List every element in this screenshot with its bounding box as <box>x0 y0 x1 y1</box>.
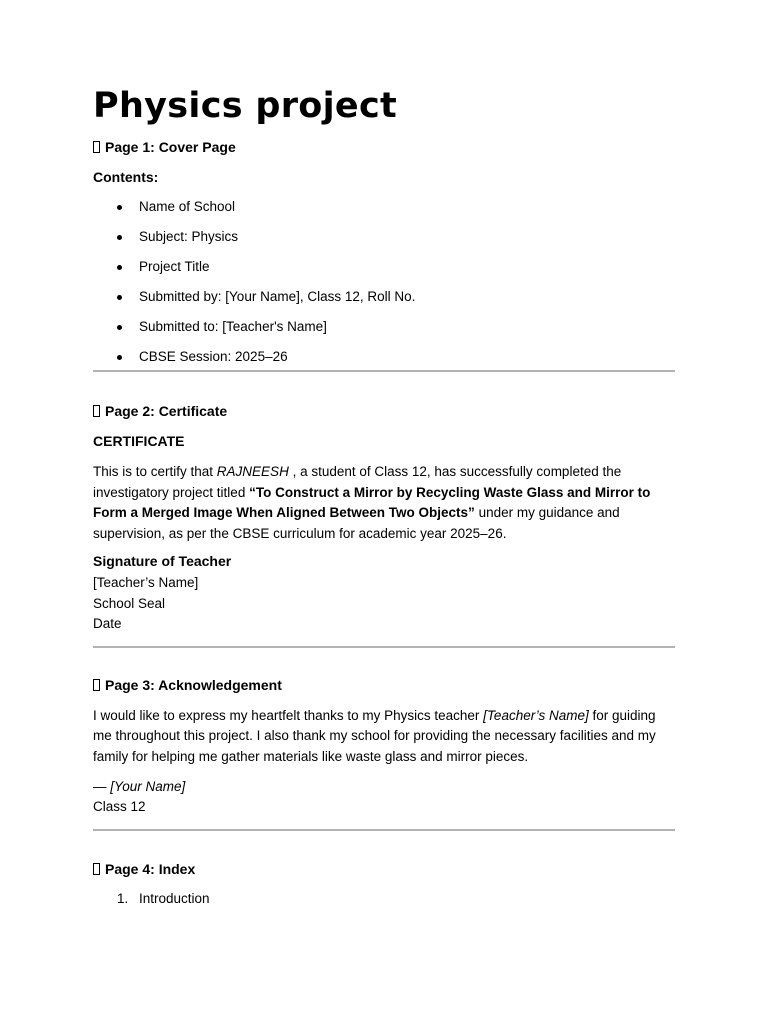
project-title: “To Construct a Mirror by Recycling Waste Glass and Mirror to Form a Merged Image When Aligned Between Two Objects” <box>93 484 651 520</box>
missing-glyph-icon <box>93 141 100 153</box>
index-list <box>93 890 675 908</box>
teacher-name: [Teacher’s Name] <box>93 575 199 590</box>
cover-section-heading <box>93 138 675 156</box>
acknowledgement-text-end: for guiding me throughout this project. I also thank my school for providing the necessary facilities and my family for helping me gather materials like waste glass and mirror pieces. <box>93 707 656 764</box>
list-item: Name of School <box>93 198 675 228</box>
document-page <box>93 84 675 908</box>
index-heading-text: Page 4: Index <box>105 860 196 877</box>
signoff-class: Class 12 <box>93 799 146 814</box>
missing-glyph-icon <box>93 405 100 417</box>
index-heading-row <box>93 860 675 890</box>
index-item-number: 1. <box>117 890 129 906</box>
student-name: RAJNEESH <box>216 464 289 479</box>
section-divider <box>93 370 675 372</box>
acknowledgement-paragraph <box>93 706 675 777</box>
document-title: Physics project <box>93 86 398 126</box>
contents-label: Contents: <box>93 169 159 185</box>
missing-glyph-icon <box>93 679 100 691</box>
certificate-section-heading <box>93 402 675 420</box>
acknowledgement-heading-text: Page 3: Acknowledgement <box>105 676 282 693</box>
cover-heading-text: Page 1: Cover Page <box>105 139 236 155</box>
missing-glyph-icon <box>93 863 100 875</box>
list-item: Submitted to: [Teacher's Name] <box>93 318 675 348</box>
certificate-text-middle: , a student of Class 12, has successfully completed the investigatory project titled <box>93 464 622 500</box>
section-divider <box>93 646 675 648</box>
certificate-text-start: This is to certify that <box>93 464 217 479</box>
signoff-dash: — <box>93 778 111 794</box>
cover-contents-list <box>93 198 675 370</box>
certificate-heading-text: Page 2: Certificate <box>105 403 228 419</box>
acknowledgement-section-heading <box>93 676 675 694</box>
list-item: Project Title <box>93 258 675 288</box>
certificate-title: CERTIFICATE <box>93 433 185 449</box>
certificate-paragraph <box>93 462 675 552</box>
certificate-text-end: under my guidance and supervision, as per the CBSE curriculum for academic year 2025–26. <box>93 505 620 541</box>
list-item: Submitted by: [Your Name], Class 12, Roll No. <box>93 288 675 318</box>
certificate-date: Date <box>93 616 122 631</box>
certificate-heading-row <box>93 402 675 432</box>
acknowledgement-signoff <box>93 777 675 798</box>
index-section-heading <box>93 860 675 878</box>
acknowledgement-heading-row <box>93 676 675 706</box>
list-item: Subject: Physics <box>93 228 675 258</box>
list-item: CBSE Session: 2025–26 <box>93 348 675 370</box>
signature-label: Signature of Teacher <box>93 553 232 569</box>
list-item <box>93 890 675 908</box>
index-item-label: Introduction <box>139 890 210 906</box>
school-seal: School Seal <box>93 595 166 611</box>
cover-heading-row <box>93 138 675 164</box>
acknowledgement-text-start: I would like to express my heartfelt thanks to my Physics teacher <box>93 707 484 723</box>
signoff-name: [Your Name] <box>110 778 186 794</box>
section-divider <box>93 829 675 831</box>
teacher-placeholder: [Teacher’s Name] <box>483 707 589 723</box>
